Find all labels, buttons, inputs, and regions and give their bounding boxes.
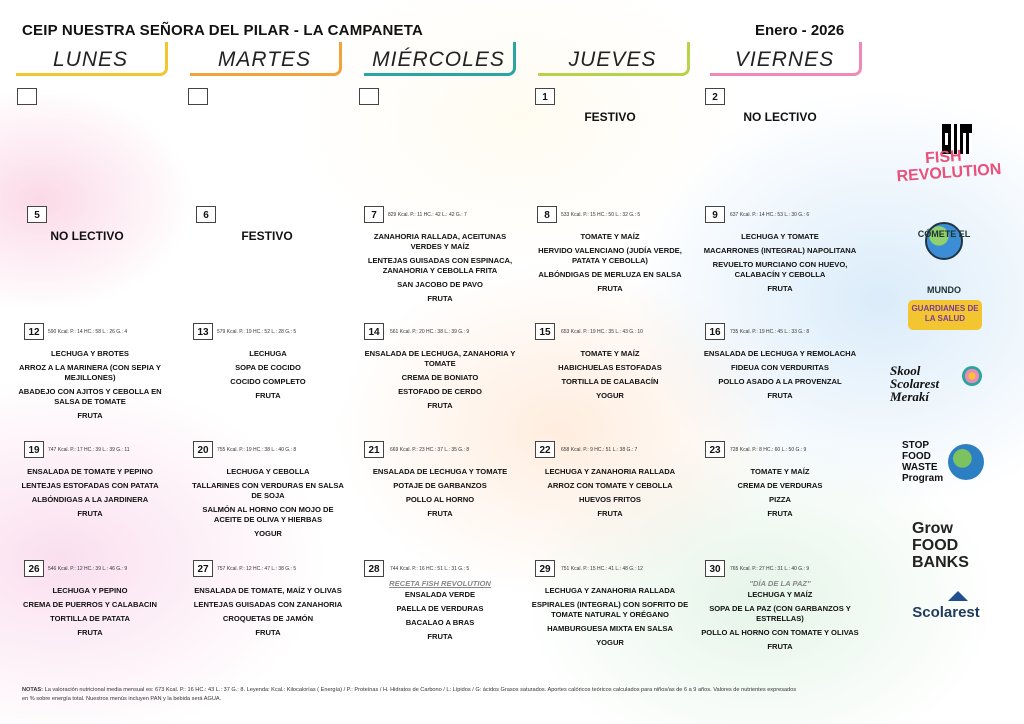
dish: HERVIDO VALENCIANO (JUDÍA VERDE, PATATA Y CEBOLLA) xyxy=(538,246,682,265)
dish: FRUTA xyxy=(767,391,793,400)
dish: FRUTA xyxy=(77,628,103,637)
holiday-label: NO LECTIVO xyxy=(743,110,817,124)
dish: ENSALADA DE TOMATE, MAÍZ Y OLIVAS xyxy=(194,586,342,595)
dish: ESPIRALES (INTEGRAL) CON SOFRITO DE TOMATE NATURAL Y ORÉGANO xyxy=(531,600,689,619)
dish: POTAJE DE GARBANZOS xyxy=(393,481,487,490)
day-number: 20 xyxy=(193,441,213,458)
nutrition-info: 755 Kcal. P.: 19 HC.: 38 L.: 40 G.: 8 xyxy=(217,447,297,453)
dish: FRUTA xyxy=(255,391,281,400)
dish: TORTILLA DE CALABACÍN xyxy=(561,377,659,386)
day-number: 7 xyxy=(364,206,384,223)
dish: ENSALADA DE LECHUGA Y TOMATE xyxy=(372,467,508,476)
dish: LENTEJAS ESTOFADAS CON PATATA xyxy=(21,481,159,490)
dish: PIZZA xyxy=(769,495,791,504)
dish: ESTOFADO DE CERDO xyxy=(398,387,482,396)
weekday-header-martes: MARTES xyxy=(190,42,342,76)
day-menu xyxy=(530,467,690,523)
day-number: 21 xyxy=(364,441,384,458)
fish-revolution-logo: FISH REVOLUTION xyxy=(896,147,1002,186)
dish: ENSALADA DE TOMATE Y PEPINO xyxy=(27,467,153,476)
grow-food-banks-logo: Grow FOOD BANKS xyxy=(912,520,969,571)
nutrition-info: 747 Kcal. P.: 17 HC.: 39 L.: 39 G.: 11 xyxy=(48,447,130,453)
dish: SALMÓN AL HORNO CON MOJO DE ACEITE DE OLIVA Y HIERBAS xyxy=(202,505,334,524)
nutrition-info: 751 Kcal. P.: 15 HC.: 41 L.: 48 G.: 12 xyxy=(561,566,643,572)
holiday-label: FESTIVO xyxy=(584,110,636,124)
weekday-header-jueves: JUEVES xyxy=(538,42,690,76)
dish: YOGUR xyxy=(254,529,282,538)
nutrition-info: 757 Kcal. P.: 12 HC.: 47 L.: 38 G.: 5 xyxy=(217,566,297,572)
stop-food-waste-logo: STOP FOOD WASTE Program xyxy=(902,440,944,484)
dish: PAELLA DE VERDURAS xyxy=(396,604,484,613)
empty-day-box xyxy=(17,88,37,105)
dish: POLLO AL HORNO CON TOMATE Y OLIVAS xyxy=(701,628,859,637)
nutrition-notes xyxy=(22,686,802,704)
notes-text: La valoración nutricional media mensual es: 673 Kcal. P.: 16 HC.: 43 L.: 37 G.: 8. Leyenda: Kcal.: Kilocalorías ( Energía) / P.: Proteínas / H. Hidratos de Carbono / L: Lípidos / G: ácidos Grasos saturados. Aportes calóricos teóricos calculados para niños/as de 6 a 9 años. Valores de nutrientes expresados en % sobre energía total. Nuestros menús incluyen PAN y la bebida será AGUA. xyxy=(22,687,797,702)
nutrition-info: 546 Kcal. P.: 12 HC.: 39 L.: 46 G.: 9 xyxy=(48,566,128,572)
dish: FRUTA xyxy=(427,509,453,518)
comete-el-mundo-logo: CÓMETE EL MUNDO xyxy=(917,229,971,295)
day-number: 9 xyxy=(705,206,725,223)
month-label: Enero - 2026 xyxy=(755,22,845,39)
nutrition-info: 658 Kcal. P.: 9 HC.: 51 L.: 38 G.: 7 xyxy=(561,447,638,453)
nutrition-info: 829 Kcal. P.: 11 HC.: 42 L.: 42 G.: 7 xyxy=(388,212,467,218)
dish: FRUTA xyxy=(597,284,623,293)
dish: LECHUGA Y PEPINO xyxy=(52,586,128,595)
day-number: 16 xyxy=(705,323,725,340)
dish: ALBÓNDIGAS DE MERLUZA EN SALSA xyxy=(538,270,682,279)
day-number: 8 xyxy=(537,206,557,223)
empty-day-box xyxy=(359,88,379,105)
day-menu xyxy=(10,467,170,523)
dish: CREMA DE BONIATO xyxy=(401,373,479,382)
nutrition-info: 669 Kcal. P.: 23 HC.: 37 L.: 35 G.: 8 xyxy=(390,447,470,453)
day-menu xyxy=(360,467,520,523)
day-number: 2 xyxy=(705,88,725,105)
dish: LECHUGA Y CEBOLLA xyxy=(226,467,310,476)
day-menu xyxy=(188,467,348,543)
day-menu xyxy=(10,349,170,425)
dish: FRUTA xyxy=(597,509,623,518)
dish: FRUTA xyxy=(77,509,103,518)
nutrition-info: 579 Kcal. P.: 19 HC.: 52 L.: 28 G.: 5 xyxy=(217,329,297,335)
dish: POLLO ASADO A LA PROVENZAL xyxy=(718,377,842,386)
day-menu xyxy=(188,586,348,642)
dish: LECHUGA Y BROTES xyxy=(51,349,129,358)
special-day-label: "DÍA DE LA PAZ" xyxy=(749,579,811,588)
dish: YOGUR xyxy=(596,638,624,647)
weekday-header-lunes: LUNES xyxy=(16,42,168,76)
dish: LECHUGA Y ZANAHORIA RALLADA xyxy=(544,586,676,595)
dish: FRUTA xyxy=(255,628,281,637)
guardianes-salud-logo: GUARDIANES DE LA SALUD xyxy=(908,300,982,330)
empty-day-box xyxy=(188,88,208,105)
day-menu xyxy=(530,349,690,405)
dish: FRUTA xyxy=(767,509,793,518)
dish: SAN JACOBO DE PAVO xyxy=(397,280,483,289)
dish: ENSALADA VERDE xyxy=(404,590,476,599)
dish: MACARRONES (INTEGRAL) NAPOLITANA xyxy=(703,246,857,255)
dish: CREMA DE VERDURAS xyxy=(737,481,823,490)
dish: ZANAHORIA RALLADA, ACEITUNAS VERDES Y MAÍZ xyxy=(373,232,507,251)
dish: TALLARINES CON VERDURAS EN SALSA DE SOJA xyxy=(192,481,344,500)
nutrition-info: 765 Kcal. P.: 27 HC.: 31 L.: 40 G.: 9 xyxy=(730,566,810,572)
dish: ARROZ CON TOMATE Y CEBOLLA xyxy=(547,481,673,490)
day-number: 15 xyxy=(535,323,555,340)
globe-icon xyxy=(948,444,984,480)
day-menu xyxy=(360,579,520,646)
day-number: 29 xyxy=(535,560,555,577)
nutrition-info: 533 Kcal. P.: 15 HC.: 50 L.: 32 G.: 5 xyxy=(561,212,641,218)
dish: FRUTA xyxy=(427,401,453,410)
dish: SOPA DE COCIDO xyxy=(235,363,301,372)
weekday-header-viernes: VIERNES xyxy=(710,42,862,76)
dish: ENSALADA DE LECHUGA, ZANAHORIA Y TOMATE xyxy=(364,349,516,368)
nutrition-info: 637 Kcal. P.: 14 HC.: 53 L.: 30 G.: 6 xyxy=(730,212,810,218)
dish: CROQUETAS DE JAMÓN xyxy=(222,614,314,623)
day-menu xyxy=(10,586,170,642)
day-menu xyxy=(700,579,860,656)
holiday-label: FESTIVO xyxy=(241,229,293,243)
day-number: 5 xyxy=(27,206,47,223)
dish: SOPA DE LA PAZ (CON GARBANZOS Y ESTRELLAS) xyxy=(709,604,851,623)
dish: ENSALADA DE LECHUGA Y REMOLACHA xyxy=(703,349,857,358)
weekday-header-miercoles: MIÉRCOLES xyxy=(364,42,516,76)
dish: ALBÓNDIGAS A LA JARDINERA xyxy=(31,495,149,504)
dish: FRUTA xyxy=(767,284,793,293)
day-menu xyxy=(360,349,520,415)
dish: FRUTA xyxy=(427,294,453,303)
nutrition-info: 735 Kcal. P.: 19 HC.: 45 L.: 33 G.: 8 xyxy=(730,329,810,335)
day-number: 26 xyxy=(24,560,44,577)
dish: LECHUGA Y MAÍZ xyxy=(747,590,813,599)
dish: LENTEJAS GUISADAS CON ZANAHORIA xyxy=(193,600,343,609)
day-number: 6 xyxy=(196,206,216,223)
dish: FRUTA xyxy=(427,632,453,641)
day-menu xyxy=(360,232,520,308)
balloon-icon xyxy=(962,366,982,386)
dish: LECHUGA xyxy=(249,349,287,358)
day-menu xyxy=(530,232,690,298)
nutrition-info: 653 Kcal. P.: 19 HC.: 35 L.: 43 G.: 10 xyxy=(561,329,643,335)
dish: LECHUGA Y TOMATE xyxy=(741,232,819,241)
day-menu xyxy=(700,349,860,405)
day-menu xyxy=(530,586,690,652)
nutrition-info: 744 Kcal. P.: 16 HC.: 51 L.: 31 G.: 5 xyxy=(390,566,470,572)
day-number: 23 xyxy=(705,441,725,458)
dish: FRUTA xyxy=(77,411,103,420)
dish: HABICHUELAS ESTOFADAS xyxy=(558,363,662,372)
dish: LENTEJAS GUISADAS CON ESPINACA, ZANAHORIA Y CEBOLLA FRITA xyxy=(367,256,513,275)
dish: BACALAO A BRAS xyxy=(405,618,475,627)
nutrition-info: 590 Kcal. P.: 14 HC.: 58 L.: 26 G.: 4 xyxy=(48,329,128,335)
day-number: 12 xyxy=(24,323,44,340)
day-menu xyxy=(700,467,860,523)
special-recipe-label: RECETA FISH REVOLUTION xyxy=(389,579,491,588)
dish: FRUTA xyxy=(767,642,793,651)
day-number: 14 xyxy=(364,323,384,340)
dish: ARROZ A LA MARINERA (CON SEPIA Y MEJILLONES) xyxy=(19,363,161,382)
dish: TOMATE Y MAÍZ xyxy=(750,467,810,476)
skool-merakies-logo: Skool Scolarest Merakí xyxy=(890,363,940,404)
day-menu xyxy=(188,349,348,405)
dish: HAMBURGUESA MIXTA EN SALSA xyxy=(547,624,673,633)
menu-title: CEIP NUESTRA SEÑORA DEL PILAR - LA CAMPANETA xyxy=(22,22,424,39)
day-number: 19 xyxy=(24,441,44,458)
dish: ABADEJO CON AJITOS Y CEBOLLA EN SALSA DE TOMATE xyxy=(18,387,162,406)
dish: TOMATE Y MAÍZ xyxy=(580,232,640,241)
dish: TOMATE Y MAÍZ xyxy=(580,349,640,358)
day-number: 1 xyxy=(535,88,555,105)
dish: HUEVOS FRITOS xyxy=(579,495,641,504)
day-number: 27 xyxy=(193,560,213,577)
day-number: 22 xyxy=(535,441,555,458)
dish: COCIDO COMPLETO xyxy=(230,377,306,386)
dish: CREMA DE PUERROS Y CALABACIN xyxy=(22,600,158,609)
dish: POLLO AL HORNO xyxy=(405,495,475,504)
dish: YOGUR xyxy=(596,391,624,400)
holiday-label: NO LECTIVO xyxy=(50,229,124,243)
day-menu xyxy=(700,232,860,298)
day-number: 30 xyxy=(705,560,725,577)
dish: REVUELTO MURCIANO CON HUEVO, CALABACÍN Y CEBOLLA xyxy=(712,260,848,279)
dish: LECHUGA Y ZANAHORIA RALLADA xyxy=(544,467,676,476)
notes-label: NOTAS: xyxy=(22,687,44,693)
dish: TORTILLA DE PATATA xyxy=(50,614,130,623)
scolarest-sail-icon xyxy=(948,591,968,601)
scolarest-logo: Scolarest xyxy=(912,604,980,621)
day-number: 13 xyxy=(193,323,213,340)
dish: FIDEUA CON VERDURITAS xyxy=(731,363,829,372)
day-number: 28 xyxy=(364,560,384,577)
nutrition-info: 561 Kcal. P.: 20 HC.: 38 L.: 39 G.: 9 xyxy=(390,329,470,335)
nutrition-info: 728 Kcal. P.: 8 HC.: 60 L.: 50 G.: 9 xyxy=(730,447,807,453)
